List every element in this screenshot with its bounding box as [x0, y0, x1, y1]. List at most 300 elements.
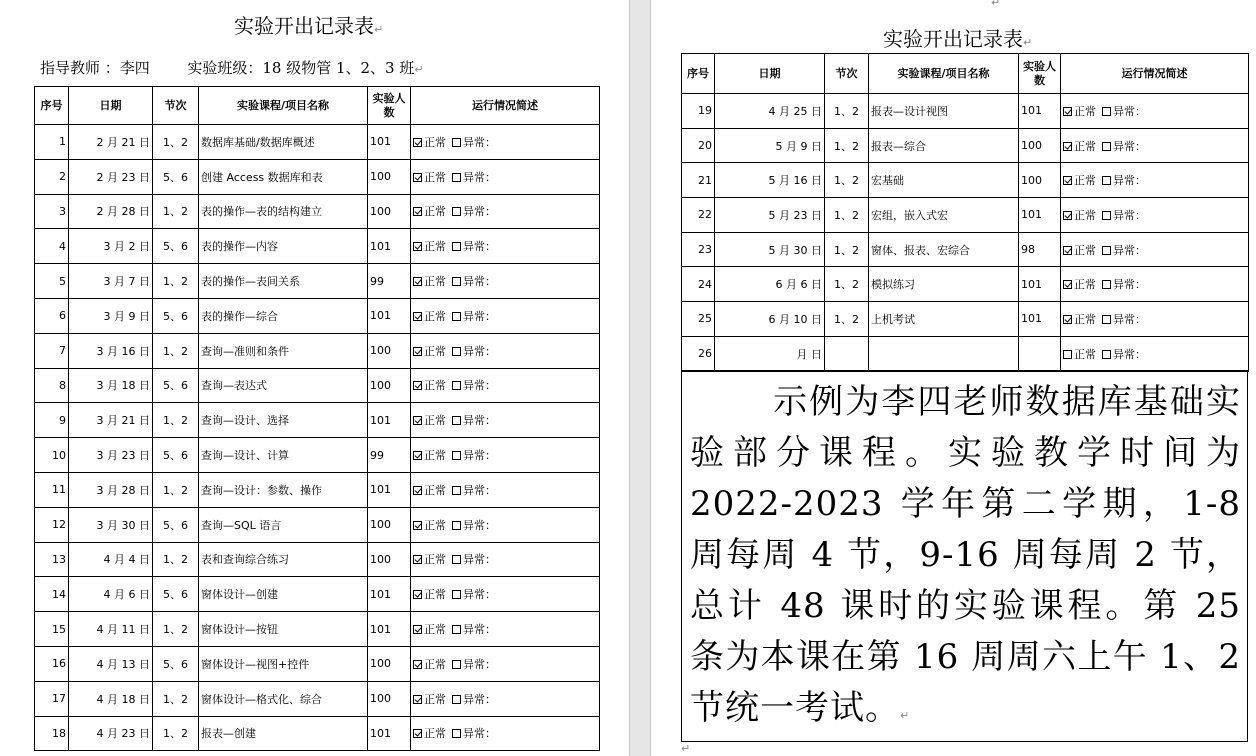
status-cell	[411, 577, 600, 612]
period-cell: 1、2	[153, 194, 199, 229]
period-cell: 5、6	[153, 577, 199, 612]
end-mark: ↵	[681, 742, 691, 755]
checkbox-icon[interactable]	[452, 312, 461, 321]
normal-label: 正常	[424, 205, 446, 219]
normal-label: 正常	[424, 623, 446, 637]
table-row	[35, 472, 600, 507]
period-cell: 1、2	[825, 94, 869, 129]
date-cell: 2 月 23 日	[69, 159, 153, 194]
header-course: 实验课程/项目名称	[869, 54, 1019, 94]
checkbox-icon[interactable]	[452, 590, 461, 599]
abnormal-label: 异常：	[463, 518, 496, 532]
abnormal-label: 异常：	[463, 135, 496, 149]
normal-label: 正常	[424, 588, 446, 602]
count-cell: 100	[368, 646, 411, 681]
status-cell	[411, 646, 600, 681]
checkbox-icon[interactable]	[1102, 280, 1111, 289]
header-count: 实验人数	[1019, 54, 1061, 94]
status-cell	[411, 612, 600, 647]
course-cell: 窗体设计—格式化、综合	[199, 681, 368, 716]
checked-box-icon[interactable]	[413, 207, 422, 216]
header-date: 日期	[715, 54, 825, 94]
checked-box-icon[interactable]	[1063, 280, 1072, 289]
course-cell: 表的操作—表间关系	[199, 264, 368, 299]
paragraph-mark: ↵	[374, 23, 384, 36]
checked-box-icon[interactable]	[1063, 107, 1072, 116]
table-row	[35, 298, 600, 333]
table-row	[35, 194, 600, 229]
page-title	[234, 10, 383, 39]
period-cell: 1、2	[153, 264, 199, 299]
abnormal-label: 异常：	[463, 588, 496, 602]
abnormal-label: 异常：	[1113, 312, 1146, 326]
checkbox-icon[interactable]	[1063, 350, 1072, 359]
status-cell	[411, 159, 600, 194]
abnormal-label: 异常：	[1113, 243, 1146, 257]
date-cell: 4 月 25 日	[715, 94, 825, 129]
course-cell: 报表—综合	[869, 128, 1019, 163]
count-cell: 101	[368, 472, 411, 507]
course-cell: 宏组，嵌入式宏	[869, 198, 1019, 233]
checkbox-icon[interactable]	[452, 381, 461, 390]
count-cell: 100	[368, 542, 411, 577]
table-header-row	[35, 87, 600, 125]
abnormal-label: 异常：	[463, 692, 496, 706]
teacher-label: 指导教师 ：李四	[40, 59, 150, 77]
date-cell: 3 月 16 日	[69, 333, 153, 368]
seq-cell: 23	[682, 232, 715, 267]
normal-label: 正常	[1074, 312, 1096, 326]
checked-box-icon[interactable]	[413, 451, 422, 460]
date-cell: 5 月 9 日	[715, 128, 825, 163]
header-status: 运行情况简述	[1061, 54, 1249, 94]
table-row	[682, 267, 1249, 302]
count-cell: 101	[368, 125, 411, 160]
count-cell: 100	[368, 333, 411, 368]
abnormal-label: 异常：	[463, 275, 496, 289]
date-cell: 4 月 13 日	[69, 646, 153, 681]
table-row	[682, 232, 1249, 267]
seq-cell: 21	[682, 163, 715, 198]
table-row	[35, 125, 600, 160]
date-cell: 4 月 18 日	[69, 681, 153, 716]
course-cell: 表和查询综合练习	[199, 542, 368, 577]
checked-box-icon[interactable]	[413, 173, 422, 182]
checked-box-icon[interactable]	[413, 486, 422, 495]
count-cell: 100	[368, 368, 411, 403]
page-title-text: 实验开出记录表	[234, 14, 374, 38]
table-row	[35, 612, 600, 647]
date-cell: 3 月 21 日	[69, 403, 153, 438]
period-cell: 5、6	[153, 438, 199, 473]
checked-box-icon[interactable]	[1063, 142, 1072, 151]
period-cell: 5、6	[153, 159, 199, 194]
checked-box-icon[interactable]	[413, 277, 422, 286]
period-cell: 5、6	[153, 298, 199, 333]
checked-box-icon[interactable]	[413, 347, 422, 356]
header-seq: 序号	[35, 87, 69, 125]
seq-cell: 11	[35, 472, 69, 507]
checkbox-icon[interactable]	[1102, 246, 1111, 255]
checkbox-icon[interactable]	[452, 277, 461, 286]
date-cell: 6 月 6 日	[715, 267, 825, 302]
seq-cell: 7	[35, 333, 69, 368]
count-cell: 101	[1019, 302, 1061, 337]
status-cell	[411, 368, 600, 403]
date-cell: 3 月 7 日	[69, 264, 153, 299]
abnormal-label: 异常：	[1113, 104, 1146, 118]
normal-label: 正常	[424, 692, 446, 706]
abnormal-label: 异常：	[463, 309, 496, 323]
table-row	[35, 716, 600, 751]
page-title-text: 实验开出记录表	[883, 27, 1023, 51]
status-cell	[411, 681, 600, 716]
header-seq: 序号	[682, 54, 715, 94]
page-edge-left	[629, 0, 630, 756]
abnormal-label: 异常：	[463, 553, 496, 567]
checkbox-icon[interactable]	[452, 486, 461, 495]
period-cell: 1、2	[825, 267, 869, 302]
checkbox-icon[interactable]	[452, 729, 461, 738]
period-cell: 1、2	[153, 681, 199, 716]
count-cell: 101	[368, 229, 411, 264]
abnormal-label: 异常：	[463, 170, 496, 184]
checked-box-icon[interactable]	[1063, 176, 1072, 185]
paragraph-mark: ↵	[414, 63, 424, 76]
date-cell: 3 月 2 日	[69, 229, 153, 264]
seq-cell: 24	[682, 267, 715, 302]
status-cell	[1061, 128, 1249, 163]
period-cell: 1、2	[825, 302, 869, 337]
header-period: 节次	[153, 87, 199, 125]
abnormal-label: 异常：	[463, 449, 496, 463]
teacher-info	[40, 57, 424, 78]
seq-cell: 12	[35, 507, 69, 542]
normal-label: 正常	[1074, 243, 1096, 257]
period-cell: 1、2	[153, 716, 199, 751]
paragraph-mark: ↵	[1023, 36, 1033, 49]
normal-label: 正常	[424, 240, 446, 254]
table-row	[35, 681, 600, 716]
seq-cell: 4	[35, 229, 69, 264]
seq-cell: 10	[35, 438, 69, 473]
count-cell: 101	[368, 298, 411, 333]
normal-label: 正常	[1074, 347, 1096, 361]
count-cell: 101	[1019, 267, 1061, 302]
status-cell	[411, 333, 600, 368]
status-cell	[1061, 232, 1249, 267]
period-cell: 5、6	[153, 368, 199, 403]
normal-label: 正常	[1074, 174, 1096, 188]
table-row	[682, 302, 1249, 337]
checkbox-icon[interactable]	[452, 207, 461, 216]
table-row	[35, 646, 600, 681]
course-cell	[869, 336, 1019, 371]
normal-label: 正常	[1074, 278, 1096, 292]
abnormal-label: 异常：	[463, 379, 496, 393]
date-cell: 3 月 9 日	[69, 298, 153, 333]
period-cell	[825, 336, 869, 371]
date-cell: 2 月 28 日	[69, 194, 153, 229]
abnormal-label: 异常：	[463, 657, 496, 671]
date-cell: 4 月 6 日	[69, 577, 153, 612]
period-cell: 5、6	[153, 229, 199, 264]
date-cell: 2 月 21 日	[69, 125, 153, 160]
course-cell: 查询—SQL 语言	[199, 507, 368, 542]
count-cell: 100	[1019, 163, 1061, 198]
status-cell	[411, 229, 600, 264]
abnormal-label: 异常：	[1113, 139, 1146, 153]
course-cell: 表的操作—内容	[199, 229, 368, 264]
status-cell	[411, 298, 600, 333]
normal-label: 正常	[424, 344, 446, 358]
table-row	[35, 438, 600, 473]
normal-label: 正常	[424, 135, 446, 149]
period-cell: 1、2	[153, 472, 199, 507]
period-cell: 1、2	[153, 542, 199, 577]
date-cell: 4 月 11 日	[69, 612, 153, 647]
normal-label: 正常	[424, 309, 446, 323]
checked-box-icon[interactable]	[413, 590, 422, 599]
period-cell: 1、2	[153, 403, 199, 438]
seq-cell: 9	[35, 403, 69, 438]
checked-box-icon[interactable]	[1063, 315, 1072, 324]
checked-box-icon[interactable]	[413, 521, 422, 530]
abnormal-label: 异常：	[1113, 278, 1146, 292]
status-cell	[1061, 94, 1249, 129]
table-row	[682, 94, 1249, 129]
abnormal-label: 异常：	[463, 483, 496, 497]
checkbox-icon[interactable]	[452, 451, 461, 460]
course-cell: 创建 Access 数据库和表	[199, 159, 368, 194]
checkbox-icon[interactable]	[452, 416, 461, 425]
seq-cell: 19	[682, 94, 715, 129]
checked-box-icon[interactable]	[1063, 246, 1072, 255]
checkbox-icon[interactable]	[452, 695, 461, 704]
checkbox-icon[interactable]	[452, 242, 461, 251]
seq-cell: 18	[35, 716, 69, 751]
period-cell: 1、2	[153, 125, 199, 160]
normal-label: 正常	[424, 727, 446, 741]
seq-cell: 13	[35, 542, 69, 577]
status-cell	[1061, 163, 1249, 198]
header-count: 实验人数	[368, 87, 411, 125]
course-note	[681, 370, 1248, 742]
normal-label: 正常	[1074, 139, 1096, 153]
count-cell: 100	[368, 194, 411, 229]
course-cell: 查询—准则和条件	[199, 333, 368, 368]
normal-label: 正常	[424, 275, 446, 289]
checked-box-icon[interactable]	[1063, 211, 1072, 220]
table-row	[35, 542, 600, 577]
page-gap	[629, 0, 651, 756]
course-cell: 上机考试	[869, 302, 1019, 337]
checkbox-icon[interactable]	[452, 347, 461, 356]
period-cell: 1、2	[825, 232, 869, 267]
checked-box-icon[interactable]	[413, 555, 422, 564]
date-cell: 3 月 30 日	[69, 507, 153, 542]
checkbox-icon[interactable]	[452, 660, 461, 669]
count-cell: 101	[1019, 94, 1061, 129]
checkbox-icon[interactable]	[1102, 350, 1111, 359]
table-row	[35, 229, 600, 264]
table-row	[682, 128, 1249, 163]
normal-label: 正常	[424, 170, 446, 184]
table-row	[682, 336, 1249, 371]
abnormal-label: 异常：	[463, 344, 496, 358]
count-cell: 99	[368, 438, 411, 473]
record-table-page-1	[34, 86, 600, 751]
checkbox-icon[interactable]	[1102, 107, 1111, 116]
course-cell: 报表—创建	[199, 716, 368, 751]
table-row	[682, 163, 1249, 198]
date-cell: 6 月 10 日	[715, 302, 825, 337]
date-cell: 3 月 28 日	[69, 472, 153, 507]
count-cell: 99	[368, 264, 411, 299]
abnormal-label: 异常：	[1113, 208, 1146, 222]
checkbox-icon[interactable]	[1102, 176, 1111, 185]
status-cell	[411, 542, 600, 577]
seq-cell: 20	[682, 128, 715, 163]
status-cell	[1061, 198, 1249, 233]
header-date: 日期	[69, 87, 153, 125]
seq-cell: 6	[35, 298, 69, 333]
course-cell: 窗体设计—创建	[199, 577, 368, 612]
status-cell	[411, 716, 600, 751]
checkbox-icon[interactable]	[452, 625, 461, 634]
status-cell	[411, 507, 600, 542]
table-row	[35, 577, 600, 612]
seq-cell: 17	[35, 681, 69, 716]
table-row	[35, 159, 600, 194]
course-cell: 宏基础	[869, 163, 1019, 198]
status-cell	[411, 194, 600, 229]
course-cell: 窗体、报表、宏综合	[869, 232, 1019, 267]
paragraph-mark: ↵	[991, 0, 1001, 9]
count-cell: 100	[1019, 128, 1061, 163]
count-cell: 101	[368, 612, 411, 647]
date-cell: 月 日	[715, 336, 825, 371]
period-cell: 5、6	[153, 507, 199, 542]
header-course: 实验课程/项目名称	[199, 87, 368, 125]
count-cell: 98	[1019, 232, 1061, 267]
abnormal-label: 异常：	[463, 205, 496, 219]
course-cell: 数据库基础/数据库概述	[199, 125, 368, 160]
normal-label: 正常	[1074, 208, 1096, 222]
seq-cell: 15	[35, 612, 69, 647]
checkbox-icon[interactable]	[452, 521, 461, 530]
checked-box-icon[interactable]	[413, 695, 422, 704]
status-cell	[411, 472, 600, 507]
count-cell: 101	[368, 403, 411, 438]
period-cell: 1、2	[825, 128, 869, 163]
period-cell: 1、2	[825, 198, 869, 233]
table-header-row	[682, 54, 1249, 94]
checked-box-icon[interactable]	[413, 381, 422, 390]
normal-label: 正常	[424, 449, 446, 463]
checked-box-icon[interactable]	[413, 416, 422, 425]
course-cell: 表的操作—表的结构建立	[199, 194, 368, 229]
date-cell: 4 月 4 日	[69, 542, 153, 577]
date-cell: 4 月 23 日	[69, 716, 153, 751]
checkbox-icon[interactable]	[452, 555, 461, 564]
period-cell: 5、6	[153, 646, 199, 681]
table-row	[35, 403, 600, 438]
seq-cell: 14	[35, 577, 69, 612]
table-row	[35, 507, 600, 542]
status-cell	[411, 125, 600, 160]
checked-box-icon[interactable]	[413, 138, 422, 147]
course-cell: 查询—表达式	[199, 368, 368, 403]
table-row	[35, 333, 600, 368]
checkbox-icon[interactable]	[1102, 211, 1111, 220]
abnormal-label: 异常：	[1113, 347, 1146, 361]
course-cell: 表的操作—综合	[199, 298, 368, 333]
seq-cell: 25	[682, 302, 715, 337]
checkbox-icon[interactable]	[452, 138, 461, 147]
record-table-page-2	[681, 53, 1249, 372]
normal-label: 正常	[424, 657, 446, 671]
checked-box-icon[interactable]	[413, 660, 422, 669]
table-row	[35, 368, 600, 403]
normal-label: 正常	[424, 414, 446, 428]
course-cell: 模拟练习	[869, 267, 1019, 302]
course-cell: 窗体设计—视图+控件	[199, 646, 368, 681]
checked-box-icon[interactable]	[413, 242, 422, 251]
date-cell: 5 月 16 日	[715, 163, 825, 198]
course-cell: 报表—设计视图	[869, 94, 1019, 129]
status-cell	[411, 403, 600, 438]
course-note-text: 示例为李四老师数据库基础实验部分课程。实验教学时间为 2022-2023 学年第二学期，1-8 周每周 4 节，9-16 周每周 2 节，总计 48 课时的实验课程。第 25 条为本课在第 16 周周六上午 1、2 节统一考试。	[690, 382, 1241, 728]
date-cell: 5 月 30 日	[715, 232, 825, 267]
header-status: 运行情况简述	[411, 87, 600, 125]
status-cell	[1061, 336, 1249, 371]
course-cell: 查询—设计、选择	[199, 403, 368, 438]
abnormal-label: 异常：	[463, 240, 496, 254]
normal-label: 正常	[424, 518, 446, 532]
checked-box-icon[interactable]	[413, 625, 422, 634]
checkbox-icon[interactable]	[1102, 315, 1111, 324]
status-cell	[411, 264, 600, 299]
seq-cell: 16	[35, 646, 69, 681]
count-cell: 100	[368, 507, 411, 542]
period-cell: 1、2	[153, 333, 199, 368]
status-cell	[1061, 267, 1249, 302]
paragraph-mark: ↵	[900, 709, 911, 722]
course-cell: 查询—设计、计算	[199, 438, 368, 473]
header-period: 节次	[825, 54, 869, 94]
checked-box-icon[interactable]	[413, 312, 422, 321]
seq-cell: 26	[682, 336, 715, 371]
normal-label: 正常	[424, 483, 446, 497]
checked-box-icon[interactable]	[413, 729, 422, 738]
abnormal-label: 异常：	[463, 623, 496, 637]
checkbox-icon[interactable]	[1102, 142, 1111, 151]
seq-cell: 1	[35, 125, 69, 160]
course-cell: 窗体设计—按钮	[199, 612, 368, 647]
checkbox-icon[interactable]	[452, 173, 461, 182]
period-cell: 1、2	[153, 612, 199, 647]
abnormal-label: 异常：	[463, 414, 496, 428]
seq-cell: 22	[682, 198, 715, 233]
count-cell: 101	[1019, 198, 1061, 233]
seq-cell: 3	[35, 194, 69, 229]
abnormal-label: 异常：	[1113, 174, 1146, 188]
table-row	[682, 198, 1249, 233]
count-cell: 100	[368, 159, 411, 194]
normal-label: 正常	[424, 553, 446, 567]
seq-cell: 5	[35, 264, 69, 299]
